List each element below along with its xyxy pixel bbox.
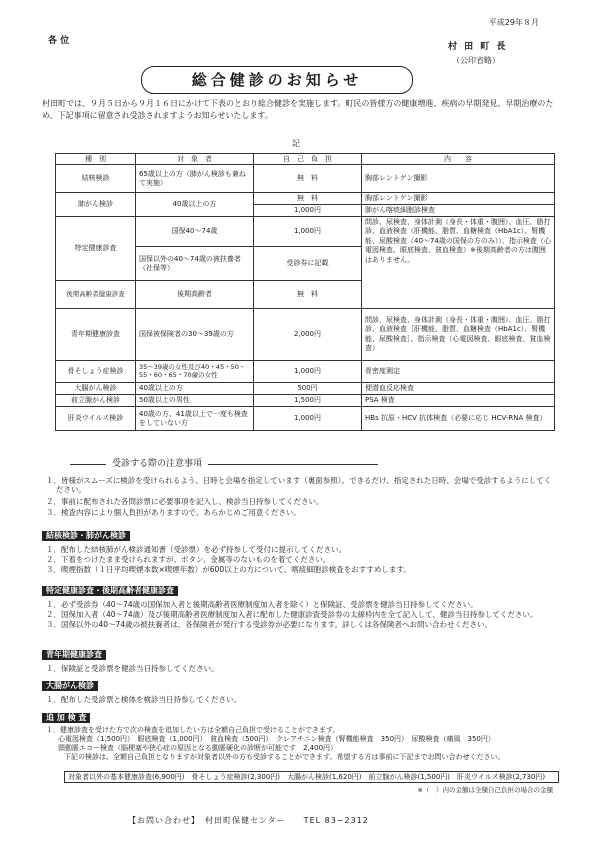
- note-item: ２．下着をつけたまま受けられますが、ボタン、金属等のないものを着てください。: [46, 555, 331, 565]
- seinen-notes: [46, 664, 558, 673]
- notes-heading: [70, 459, 378, 470]
- col-header-fee: 自 己 負 担: [254, 154, 362, 165]
- tokutei-notes: [46, 600, 558, 630]
- row-kind: 骨そしょう症検診: [56, 361, 136, 383]
- note-item: １．配布した結核肺がん検診通知書（受診票）を必ず持参して受付に提示してください。: [46, 545, 346, 554]
- row-target: 65歳以上の方（肺がん検診も兼ねて実施）: [136, 165, 254, 193]
- row-fee: 2,000円: [254, 309, 362, 361]
- row-target: 40歳の方、41歳以上で一度も検査をしていない方: [136, 407, 254, 431]
- note-item: １．保険証と受診票を健診当日持参してください。: [46, 664, 219, 673]
- heading-rule: [208, 464, 378, 465]
- col-header-content: 内 容: [362, 154, 555, 165]
- note-item: ３．検査内容により個人負担がありますので、あらかじめご用意ください。: [46, 508, 301, 518]
- heading-rule: [70, 464, 106, 465]
- row-kind: 肝炎ウイルス検診: [56, 407, 136, 431]
- row-kind: 特定健康診査: [56, 217, 136, 281]
- row-target: 50歳以上の男性: [136, 395, 254, 407]
- row-content: HBs 抗原・HCV 抗体検査（必要に応じ HCV-RNA 検査）: [362, 407, 555, 431]
- ki-marker: 記: [292, 139, 300, 148]
- note-item: １．必ず受診券（40〜74歳の国保加入者と後期高齢者医療制度加入者を除く）と保険証、受診票を健診当日持参してください。: [46, 600, 478, 609]
- section-heading-tokutei: 特定健康診査・後期高齢者健康診査: [42, 586, 178, 596]
- row-target: 35〜39歳の女性及び40・45・50・55・60・65・70歳の女性: [136, 361, 254, 383]
- general-notes: [46, 476, 558, 518]
- note-item: １．健康診査を受けた方で次の検査を追加したい方は全額自己負担で受けることができます。: [46, 726, 340, 734]
- note-item: 心電図検査（1,500円） 眼底検査（1,000円） 貧血検査（500円） クレアチニン検査（腎機能検査 350円） 尿酸検査（痛風 350円）: [58, 735, 495, 744]
- section-heading-seinen: 青年期健康診査: [42, 650, 106, 660]
- notes-heading-text: 受診する際の注意事項: [112, 459, 203, 469]
- intro-text: 村田町では、９月５日から９月１６日にかけて下表のとおり総合健診を実施します。町民の皆様方の健康増進、疾病の早期発見、早期治療のため、下記事項に留意され受診されますようお知らせいたします。: [42, 99, 554, 120]
- row-fee: 無 料: [254, 165, 362, 193]
- note-item: １．配布した受診票と検体を検診当日持参してください。: [46, 695, 241, 704]
- row-content: 胸部レントゲン撮影: [362, 193, 555, 205]
- contact-info: 【お問い合わせ】 村田町保健センター TEL 83−2312: [128, 816, 369, 825]
- row-kind: 青年期健康診査: [56, 309, 136, 361]
- row-content: 便潜血反応検査: [362, 383, 555, 395]
- table-row: [56, 361, 555, 383]
- row-fee: 1,000円: [254, 407, 362, 431]
- note-item: ３．喫煙指数（１日平均喫煙本数×喫煙年数）が600以上の方について、喀痰細胞診検査をおすすめします。: [46, 565, 411, 575]
- sender: 村 田 町 長: [448, 42, 508, 52]
- row-content: 問診、尿検査、身体計測（身長・体重・腹囲）、血圧、脂打診、血液検査（肝機能、脂質、血糖検査（HbA1c）、腎機能、尿酸検査（40〜74歳の国保の方のみ））、指示検査（心電図検査、眼底検査、貧血検査）※後期高齢者の方は腹囲はありません。: [362, 217, 555, 309]
- note-item: ２．事前に配布された各問診票に必要事項を記入し、検診当日持参してください。: [46, 496, 324, 506]
- row-kind: 後期高齢者健康診査: [56, 281, 136, 309]
- page-title: 総合健診のお知らせ: [141, 66, 413, 94]
- note-item: 下記の検診は、全額自己負担となりますが対象者以外の方も受診することができます。希望する方は事前に下記までお問い合わせください。: [64, 753, 505, 762]
- row-fee: 受診券に記載: [254, 247, 362, 281]
- row-target: 国保40〜74歳: [136, 217, 254, 247]
- section-heading-kekkaku: 結核検診・肺がん検診: [42, 531, 130, 541]
- fees-note: ※（ ）内の金額は全額自己負担の場合の金額: [417, 786, 553, 794]
- row-fee: 1,000円: [254, 361, 362, 383]
- issue-date: 平成29年８月: [488, 18, 539, 27]
- note-item: １．皆様がスムーズに検診を受けられるよう、日時と会場を指定しています（裏面参照）。できるだけ、指定された日時、会場で受診するようにしてください。: [46, 476, 552, 495]
- table-row: [56, 395, 555, 407]
- row-fee: 500円: [254, 383, 362, 395]
- section-heading-daicho: 大腸がん検診: [42, 681, 98, 691]
- row-content: 骨密度測定: [362, 361, 555, 383]
- self-pay-fees-box: 対象者以外の基本健康診査(6,900円) 骨そしょう症検診(2,300円) 大腸がん検診(1,620円) 前立腺がん検診(1,500円) 肝炎ウイルス検診(2,730円): [64, 771, 559, 783]
- row-kind: 大腸がん検診: [56, 383, 136, 395]
- seal-note: （公印省略）: [452, 56, 500, 65]
- table-header-row: [56, 154, 555, 165]
- row-target: 国保被保険者の30〜39歳の方: [136, 309, 254, 361]
- table-row: [56, 165, 555, 193]
- note-item: ２．国保加入者（40〜74歳）及び後期高齢者医療制度加入者に配布した健康診査受診券の太線枠内を全て記入して、健診当日持参してください。: [46, 610, 538, 620]
- row-content: 肺がん喀痰細胞診検査: [362, 205, 555, 217]
- exam-table: [55, 153, 555, 431]
- row-fee: 無 料: [254, 193, 362, 205]
- row-content: 問診、尿検査、身体計測（身長・体重・腹囲）、血圧、脂打診、血液検査［肝機能、脂質、血糖検査（HbA1c）、腎機能、尿酸検査］、指示検査（心電図検査、眼底検査、貧血検査）: [362, 309, 555, 361]
- row-content: PSA 検査: [362, 395, 555, 407]
- row-target: 国保以外の40〜74歳の被扶養者（社保等）: [136, 247, 254, 281]
- row-target: 40歳以上の方: [136, 383, 254, 395]
- row-kind: 結核検診: [56, 165, 136, 193]
- col-header-kind: 種 別: [56, 154, 136, 165]
- row-content: 胸部レントゲン撮影: [362, 165, 555, 193]
- section-heading-tsuika: 追 加 検 査: [42, 713, 90, 723]
- table-row: [56, 309, 555, 361]
- kekkaku-notes: [46, 545, 558, 575]
- note-item: 頸動脈エコー検査（脳梗塞や狭心症の原因となる動脈硬化の診断が可能です 2,400円）: [58, 744, 338, 753]
- row-target: 後期高齢者: [136, 281, 254, 309]
- row-fee: 1,000円: [254, 217, 362, 247]
- tsuika-notes: [46, 726, 561, 762]
- col-header-target: 対 象 者: [136, 154, 254, 165]
- row-kind: 前立腺がん検診: [56, 395, 136, 407]
- daicho-notes: [46, 695, 558, 704]
- row-target: 40歳以上の方: [136, 193, 254, 217]
- addressee: 各 位: [48, 36, 70, 46]
- row-fee: 1,000円: [254, 205, 362, 217]
- table-row: [56, 407, 555, 431]
- table-row: [56, 383, 555, 395]
- row-kind: 肺がん検診: [56, 193, 136, 217]
- row-fee: 無 料: [254, 281, 362, 309]
- table-row: [56, 217, 555, 247]
- note-item: ３．国保以外の40〜74歳の被扶養者は、各保険者が発行する受診券が必要になります。詳しくは各保険者へお問い合わせください。: [46, 620, 492, 630]
- table-row: [56, 193, 555, 205]
- row-fee: 1,500円: [254, 395, 362, 407]
